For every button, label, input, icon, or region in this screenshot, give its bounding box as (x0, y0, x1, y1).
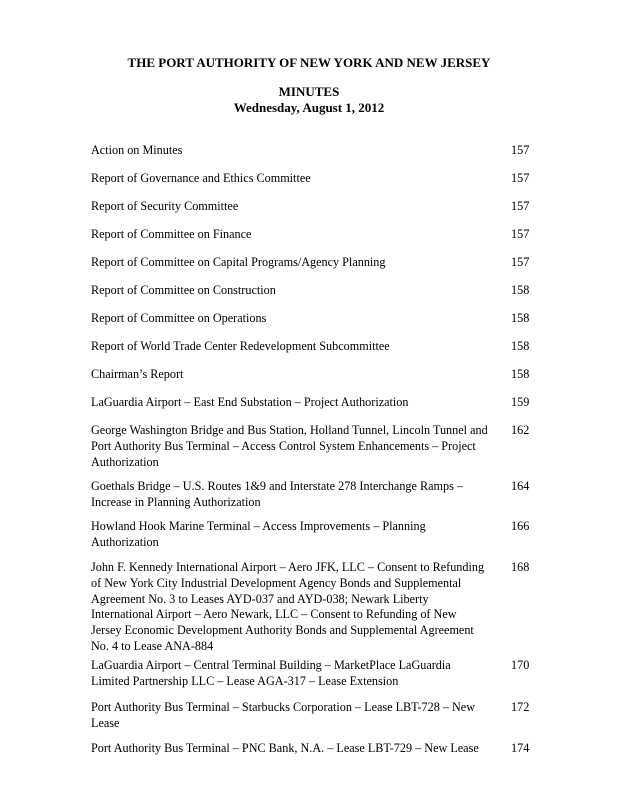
toc-entry-page: 157 (511, 171, 530, 185)
toc-entry-text: Report of Committee on Capital Programs/Agency Planning (91, 255, 386, 269)
toc-entry-text: Report of Committee on Construction (91, 283, 276, 297)
toc-entry-page: 158 (511, 339, 530, 353)
toc-entry-page: 166 (511, 519, 530, 533)
toc-entry-text: George Washington Bridge and Bus Station, Holland Tunnel, Lincoln Tunnel and Port Authority Bus Terminal – Access Control System Enhancements – Project Authorization (91, 423, 488, 469)
organization-title: THE PORT AUTHORITY OF NEW YORK AND NEW JERSEY (127, 55, 491, 70)
toc-entry-page: 157 (511, 199, 530, 213)
toc-entry-text: Report of Committee on Operations (91, 311, 267, 325)
toc-entry-page: 158 (511, 311, 530, 325)
toc-entry-text: Report of Committee on Finance (91, 227, 252, 241)
toc-entry-page: 157 (511, 227, 530, 241)
toc-entry-text: Action on Minutes (91, 143, 183, 157)
toc-entry-page: 159 (511, 395, 530, 409)
toc-entry-page: 162 (511, 423, 530, 437)
toc-entry-page: 172 (511, 700, 530, 714)
toc-entry-page: 157 (511, 143, 530, 157)
toc-entry-text: Report of World Trade Center Redevelopment Subcommittee (91, 339, 390, 353)
toc-entry-text: Port Authority Bus Terminal – PNC Bank, N.A. – Lease LBT-729 – New Lease (91, 741, 479, 755)
toc-entry-text: Goethals Bridge – U.S. Routes 1&9 and Interstate 278 Interchange Ramps – Increase in Planning Authorization (91, 479, 463, 509)
toc-entry-page: 157 (511, 255, 530, 269)
toc-entry-page: 168 (511, 560, 530, 574)
toc-entry-page: 170 (511, 658, 530, 672)
toc-entry-text: Report of Security Committee (91, 199, 239, 213)
document-date: Wednesday, August 1, 2012 (233, 100, 385, 115)
toc-entry-text: LaGuardia Airport – East End Substation – Project Authorization (91, 395, 409, 409)
toc-entry-text: Chairman’s Report (91, 367, 184, 381)
toc-entry-page: 164 (511, 479, 530, 493)
toc-entry-text: Howland Hook Marine Terminal – Access Improvements – Planning Authorization (91, 519, 426, 549)
toc-entry-text: Report of Governance and Ethics Committee (91, 171, 311, 185)
toc-entry-text: John F. Kennedy International Airport – Aero JFK, LLC – Consent to Refunding of New York City Industrial Development Agency Bonds and Supplemental Agreement No. 3 to Leases AYD-037 and AYD-038; Newark Liberty International Airport – Aero Newark, LLC – Consent to Refunding of New Jersey Economic Development Authority Bonds and Supplemental Agreement No. 4 to Lease ANA-884 (91, 560, 485, 653)
document-title: MINUTES (278, 84, 340, 99)
toc-entry-page: 158 (511, 367, 530, 381)
toc-entry-text: LaGuardia Airport – Central Terminal Building – MarketPlace LaGuardia Limited Partnership LLC – Lease AGA-317 – Lease Extension (91, 658, 451, 688)
toc-entry-page: 158 (511, 283, 530, 297)
toc-entry-text: Port Authority Bus Terminal – Starbucks Corporation – Lease LBT-728 – New Lease (91, 700, 476, 730)
toc-entry-page: 174 (511, 741, 530, 755)
